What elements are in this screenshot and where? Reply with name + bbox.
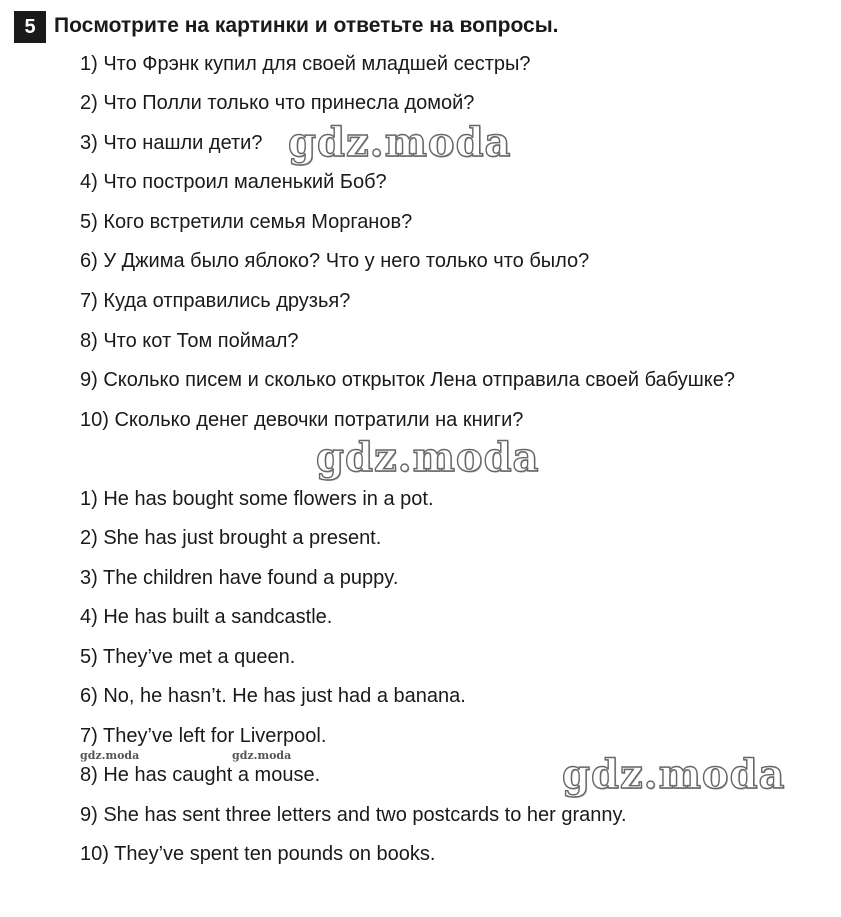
task-title: Посмотрите на картинки и ответьте на вопросы. bbox=[54, 14, 559, 37]
answer-item: 2) She has just brought a present. bbox=[80, 527, 382, 549]
question-item: 10) Сколько денег девочки потратили на книги? bbox=[80, 409, 524, 431]
answer-item: 7) They’ve left for Liverpool. bbox=[80, 725, 327, 747]
answer-item: 9) She has sent three letters and two postcards to her granny. bbox=[80, 804, 627, 826]
question-item: 2) Что Полли только что принесла домой? bbox=[80, 92, 475, 114]
question-item: 9) Сколько писем и сколько открыток Лена отправила своей бабушке? bbox=[80, 369, 736, 391]
question-item: 8) Что кот Том поймал? bbox=[80, 330, 299, 352]
question-item: 1) Что Фрэнк купил для своей младшей сестры? bbox=[80, 53, 531, 75]
question-item: 6) У Джима было яблоко? Что у него только что было? bbox=[80, 250, 590, 272]
question-item: 5) Кого встретили семья Морганов? bbox=[80, 211, 413, 233]
watermark: gdz.moda bbox=[562, 751, 786, 798]
answer-item: 6) No, he hasn’t. He has just had a banana. bbox=[80, 685, 466, 707]
task-number-badge: 5 bbox=[14, 11, 46, 43]
answer-item: 4) He has built a sandcastle. bbox=[80, 606, 333, 628]
answer-item: 5) They’ve met a queen. bbox=[80, 646, 296, 668]
watermark: gdz.moda bbox=[316, 434, 540, 481]
watermark: gdz.moda bbox=[80, 749, 140, 762]
answer-item: 10) They’ve spent ten pounds on books. bbox=[80, 843, 436, 865]
question-item: 3) Что нашли дети? bbox=[80, 132, 263, 154]
answer-item: 1) He has bought some flowers in a pot. bbox=[80, 488, 434, 510]
answer-item: 3) The children have found a puppy. bbox=[80, 567, 399, 589]
watermark: gdz.moda bbox=[288, 119, 512, 166]
watermark: gdz.moda bbox=[232, 749, 292, 762]
question-item: 7) Куда отправились друзья? bbox=[80, 290, 351, 312]
answer-item: 8) He has caught a mouse. bbox=[80, 764, 321, 786]
question-item: 4) Что построил маленький Боб? bbox=[80, 171, 387, 193]
